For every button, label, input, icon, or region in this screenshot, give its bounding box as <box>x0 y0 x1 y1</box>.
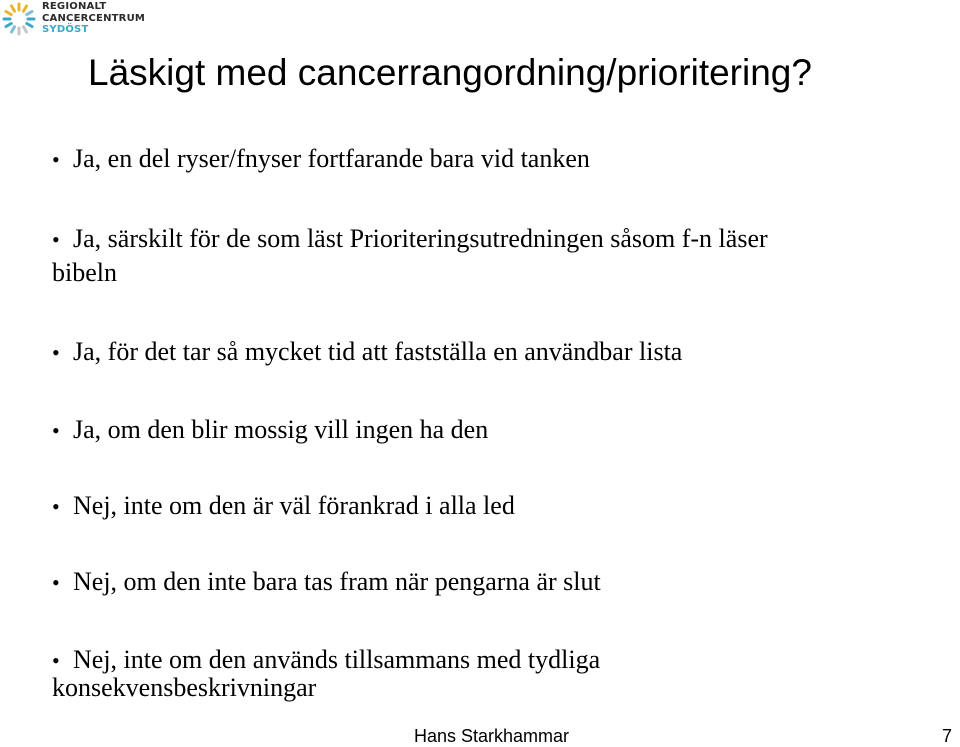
bullet-dot-icon: • <box>52 227 60 252</box>
bullet-item <box>52 565 952 599</box>
bullet-text: Nej, inte om den används tillsammans med tydliga <box>73 645 601 674</box>
bullet-text: Ja, för det tar så mycket tid att fastställa en användbar lista <box>73 337 683 366</box>
bullet-text-continuation: bibeln <box>52 258 117 287</box>
footer-author: Hans Starkhammar <box>414 726 570 746</box>
bullet-item <box>52 222 952 289</box>
bullet-text: Ja, särskilt för de som läst Prioriteringsutredningen såsom f-n läser <box>73 224 768 253</box>
bullet-dot-icon: • <box>52 494 60 519</box>
bullet-item <box>52 335 952 369</box>
bullet-text: Nej, inte om den är väl förankrad i alla led <box>73 491 515 520</box>
bullet-dot-icon: • <box>52 570 60 595</box>
regional-cancer-centre-logo <box>0 0 146 40</box>
bullet-dot-icon: • <box>52 340 60 365</box>
bullet-item <box>52 142 952 176</box>
bullet-text: Nej, om den inte bara tas fram när pengarna är slut <box>73 567 601 596</box>
bullet-dot-icon: • <box>52 418 60 443</box>
logo-line-cancercentrum: CANCERCENTRUM <box>42 12 146 24</box>
bullet-text-continuation: konsekvensbeskrivningar <box>52 673 317 702</box>
logo-line-region: SYDÖST <box>42 24 89 35</box>
bullet-text: Ja, en del ryser/fnyser fortfarande bara vid tanken <box>73 144 590 173</box>
page-number: 7 <box>942 726 953 746</box>
sun-rays-logo-icon <box>2 2 36 36</box>
slide-title: Läskigt med cancerrangordning/prioritering? <box>88 52 812 93</box>
bullet-item <box>52 489 952 523</box>
logo-line-regionalt: REGIONALT <box>42 1 107 12</box>
bullet-item <box>52 413 952 447</box>
bullet-text: Ja, om den blir mossig vill ingen ha den <box>73 415 489 444</box>
bullet-dot-icon: • <box>52 648 60 673</box>
bullet-item <box>52 643 952 704</box>
logo-wordmark <box>42 1 145 36</box>
bullet-dot-icon: • <box>52 147 60 172</box>
